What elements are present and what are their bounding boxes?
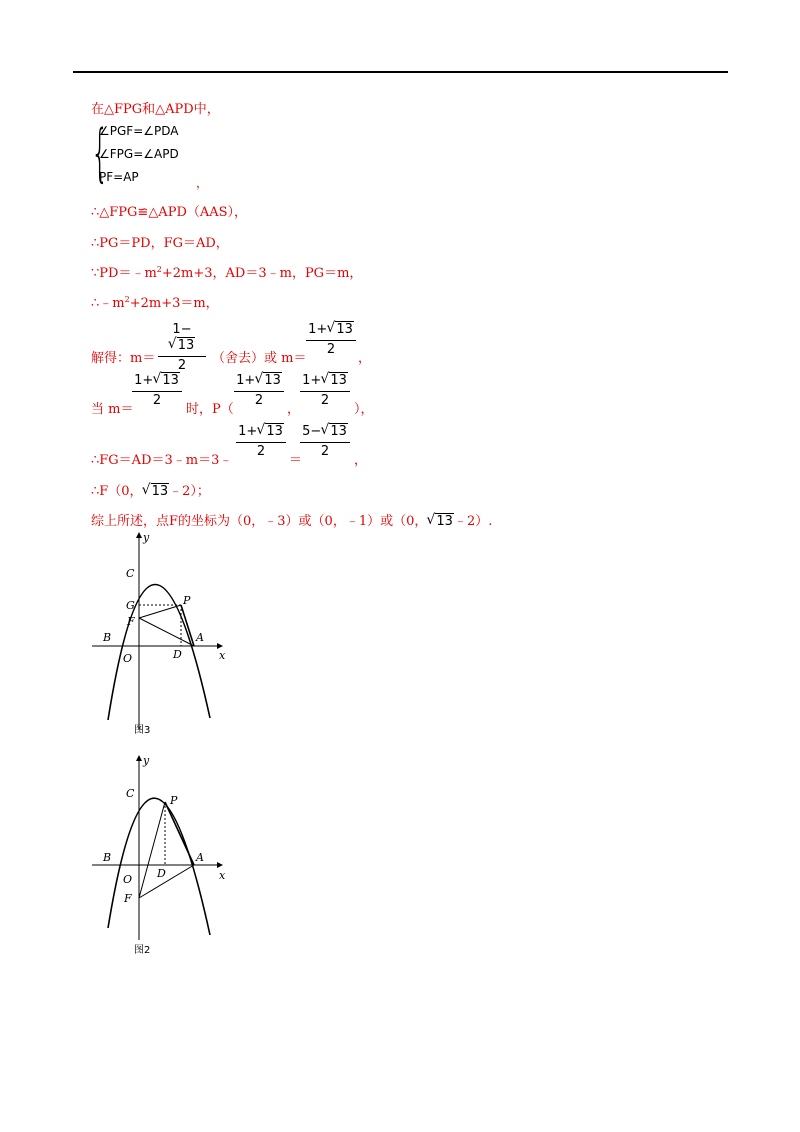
pd-expr-a: ∵PD＝﹣m — [91, 266, 157, 281]
text-line-when: 当 m＝ — [91, 402, 134, 417]
fraction-1-minus-root13: $\frac{1-√ 13}{2}$ — [158, 322, 206, 374]
label-f: F — [127, 615, 135, 628]
segment-fa — [139, 865, 194, 898]
fraction-p-y: $\frac{1+√ 13}{2}$ — [300, 373, 350, 409]
label-d: D — [173, 648, 182, 661]
root-13: √ 13 — [427, 514, 454, 529]
label-b: B — [103, 631, 112, 644]
eq-a: ∴﹣m — [91, 296, 125, 311]
fraction-fg-1: $\frac{1+√ 13}{2}$ — [236, 424, 286, 460]
label-p: P — [170, 794, 178, 807]
fraction-m-value: $\frac{1+√ 13}{2}$ — [132, 373, 182, 409]
condition-1: ∠PGF=∠PDA — [99, 124, 179, 138]
f-end: ﹣2）； — [169, 484, 210, 499]
when-end: ）， — [354, 402, 374, 417]
cases-comma: ， — [196, 176, 209, 190]
segment-fp — [139, 802, 165, 898]
pd-expr-b: +2m+3，AD＝3﹣m，PG＝m， — [161, 266, 363, 281]
caption-fig3: 图3 — [134, 725, 151, 736]
label-c: C — [126, 567, 135, 580]
label-y: y — [143, 531, 150, 544]
exponent: 2 — [124, 295, 130, 304]
text-in-triangles: 在△FPG和△APD中， — [91, 102, 220, 117]
label-g: G — [126, 599, 135, 612]
label-y: y — [143, 754, 150, 767]
text-line-congruent: ∴△FPG≌△APD（AAS）， — [91, 205, 248, 220]
solution-prefix: 解得：m＝ — [91, 351, 156, 366]
label-f: F — [124, 892, 132, 905]
summary-end: ﹣2）. — [453, 514, 493, 529]
left-brace: { — [91, 116, 109, 189]
root-13: √ 13 — [143, 484, 170, 499]
label-o: O — [123, 652, 133, 665]
condition-3: PF=AP — [99, 170, 139, 184]
label-o: O — [123, 873, 133, 886]
label-d: D — [157, 867, 166, 880]
fg-eq: ＝ — [289, 453, 303, 468]
label-a: A — [196, 851, 204, 864]
when-mid: 时，P（ — [186, 402, 234, 417]
label-x: x — [219, 649, 226, 662]
label-x: x — [219, 869, 226, 882]
summary-text: 综上所述，点F的坐标为（0，﹣3）或（0，﹣1）或（0， — [91, 514, 428, 529]
fg-end: ， — [354, 453, 368, 468]
condition-2: ∠FPG=∠APD — [99, 147, 179, 161]
solution-mid: （舍去）或 m＝ — [212, 351, 307, 366]
label-a: A — [196, 631, 204, 644]
solution-end: ， — [358, 351, 372, 366]
label-p: P — [183, 594, 191, 607]
fraction-p-x: $\frac{1+√ 13}{2}$ — [234, 373, 284, 409]
text-line-fg: ∴FG＝AD＝3﹣m＝3﹣ — [91, 453, 233, 468]
fraction-fg-2: $\frac{5-√ 13}{2}$ — [300, 424, 350, 460]
segment-pa — [165, 802, 194, 865]
f-prefix: ∴F（0， — [91, 484, 143, 499]
caption-fig2: 图2 — [134, 945, 151, 956]
eq-b: +2m+3＝m， — [129, 296, 219, 311]
when-comma: ， — [287, 402, 301, 417]
label-c: C — [126, 787, 135, 800]
text-line-equal-sides: ∴PG＝PD，FG＝AD， — [91, 236, 229, 251]
fraction-1-plus-root13: $\frac{1+√ 13}{2}$ — [306, 322, 356, 358]
exponent: 2 — [156, 265, 162, 274]
label-b: B — [103, 851, 112, 864]
